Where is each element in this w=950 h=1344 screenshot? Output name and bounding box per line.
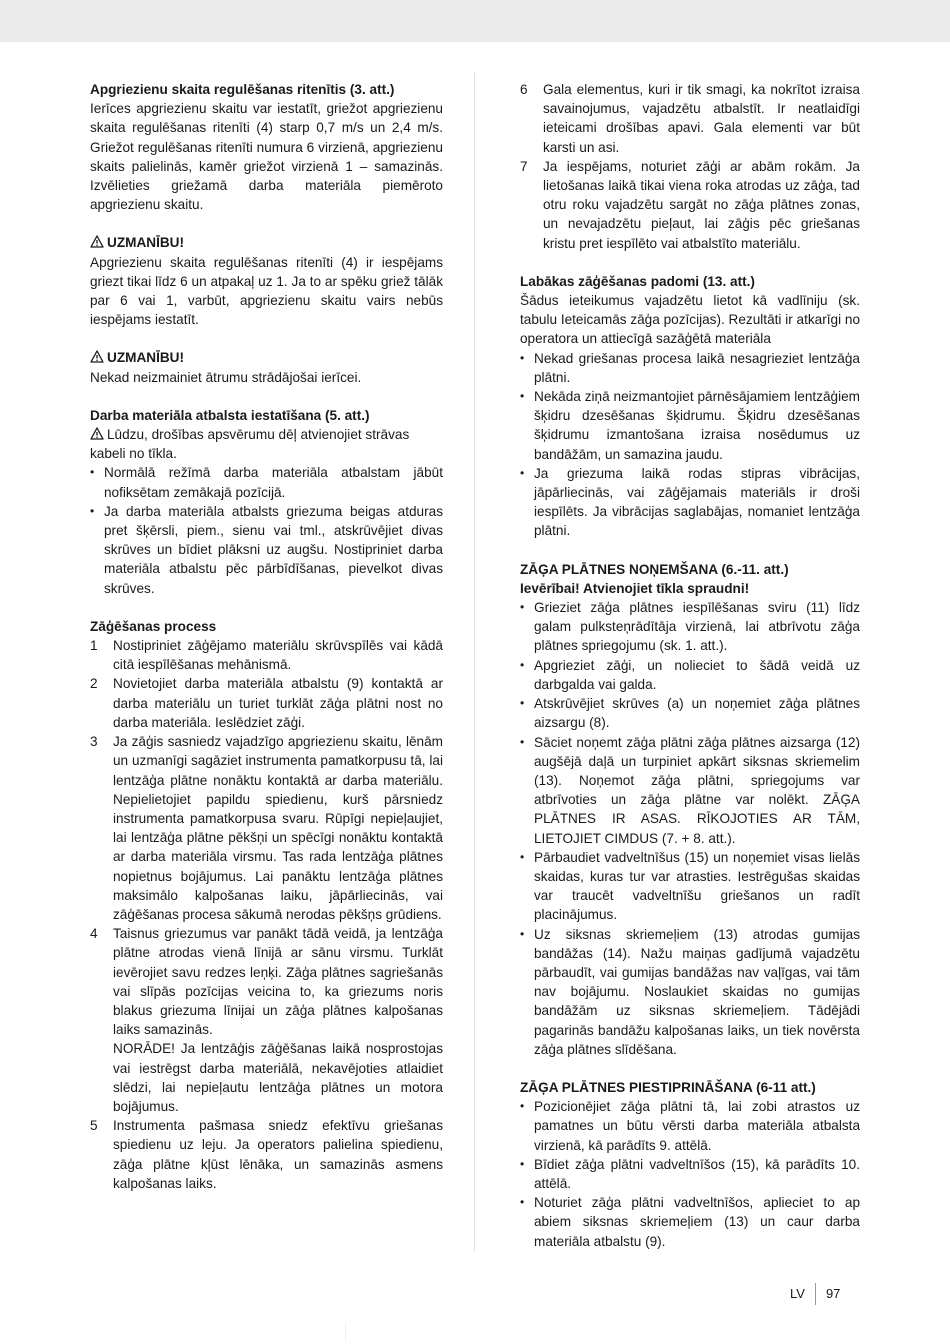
footer-separator bbox=[815, 1283, 816, 1305]
section-sawing-continued bbox=[520, 80, 860, 253]
language-code: LV bbox=[790, 1286, 805, 1301]
section-title: Apgriezienu skaita regulēšanas ritenītis (3. att.) bbox=[90, 82, 395, 97]
warning-triangle-icon bbox=[90, 350, 104, 363]
bullet-list bbox=[520, 598, 860, 1059]
top-bar bbox=[0, 0, 950, 42]
paragraph: Ierīces apgriezienu skaitu var iestatīt, griežot apgriezienu skaita regulēšanas ritenīti (4) starp 0,7 m/s un 2,4 m/s. Griežot regulēšanas ritenīti numura 6 virzienā, apgriezienu skaits palielinās, kamēr griežot virzienā 1 – samazinās. Izvēlieties griežamā darba materiāla piemēroto apgriezienu skaitu. bbox=[90, 101, 443, 213]
note-text: NORĀDE! Ja lentzāģis zāģēšanas laikā nosprostojas vai iestrēgst darba materiālā, nekavējoties atlaidiet slēdzi, lai nepieļautu lentzāģa plātnes un motora bojājumus. bbox=[113, 1041, 443, 1114]
list-item: • Noturiet zāģa plātni vadveltnīšos, aplieciet to ap abiem siksnas skriemeļiem (13) un caur darba materiāla atbalstu (9). bbox=[520, 1193, 860, 1251]
list-item bbox=[90, 1116, 443, 1193]
warning-triangle-icon bbox=[90, 235, 104, 248]
list-item: • Atskrūvējiet skrūves (a) un noņemiet zāģa plātnes aizsargu (8). bbox=[520, 694, 860, 732]
section-sawing-process bbox=[90, 617, 443, 1193]
paragraph: Apgriezienu skaita regulēšanas ritenīti (4) ir iespējams griezt tikai līdz 6 un atpakaļ uz 1. Ja to ar spēku griež tālāk par 6 vai 1, varbūt, apgriezienu skaitu vairs nebūs iespējams iestatīt. bbox=[90, 254, 443, 328]
section-title: ZĀĢA PLĀTNES NOŅEMŠANA (6.-11. att.) bbox=[520, 561, 789, 577]
warning-label: UZMANĪBU! bbox=[107, 350, 185, 366]
list-item bbox=[520, 80, 860, 157]
paragraph: Nekad neizmainiet ātrumu strādājošai ierīcei. bbox=[90, 369, 362, 385]
section-title: Labākas zāģēšanas padomi (13. att.) bbox=[520, 273, 755, 289]
column-divider bbox=[474, 72, 475, 1252]
list-item: • Bīdiet zāģa plātni vadveltnīšos (15), kā parādīts 10. attēlā. bbox=[520, 1155, 860, 1193]
section-title: Darba materiāla atbalsta iestatīšana (5. att.) bbox=[90, 407, 370, 423]
item-number: 3 bbox=[90, 734, 98, 750]
numbered-list bbox=[90, 636, 443, 1193]
section-warning-1 bbox=[90, 233, 443, 329]
right-column bbox=[520, 80, 860, 1251]
list-item bbox=[90, 636, 443, 674]
section-title: Zāģēšanas process bbox=[90, 618, 217, 634]
list-item: • Sāciet noņemt zāģa plātni zāģa plātnes aizsarga (12) augšējā daļā un turpiniet apkārt siksnas skriemelim (13). Noņemot zāģa plātni, spriegojums var atbrīvoties un zāģa plātne var nolēkt. ZĀĢA PLĀTNES IR ASAS. RĪKOJOTIES AR TĀM, LIETOJIET CIMDUS (7. + 8. att.). bbox=[520, 733, 860, 848]
item-number: 1 bbox=[90, 638, 98, 654]
list-item: • Nekāda ziņā neizmantojiet pārnēsājamiem lentzāģiem šķidru dzesēšanas šķidrumu. Šķidru dzesēšanas šķidrumu izmantošana izraisa nosēdumus uz bandāžām, un samazina jaudu. bbox=[520, 387, 860, 464]
section-subtitle: Ievērībai! Atvienojiet tīkla spraudni! bbox=[520, 580, 750, 596]
list-item: • Grieziet zāģa plātnes iespīlēšanas sviru (11) līdz galam pulksteņrādītāja virzienā, lai atbrīvotu zāģa plātnes spriegojumu (sk. 1. att.). bbox=[520, 598, 860, 656]
page-number: 97 bbox=[825, 1286, 841, 1301]
list-item bbox=[90, 674, 443, 732]
list-item: • Pozicionējiet zāģa plātni tā, lai zobi atrastos uz pamatnes un būtu vērsti darba materiāla atbalsta virzienā, kā parādīts 9. attēlā. bbox=[520, 1097, 860, 1155]
item-number: 4 bbox=[90, 926, 98, 942]
warning-paragraph bbox=[90, 425, 443, 463]
section-speed-wheel bbox=[90, 80, 443, 214]
warning-triangle-icon bbox=[90, 427, 104, 440]
left-column bbox=[90, 80, 443, 1193]
item-text: Novietojiet darba materiāla atbalstu (9) kontaktā ar darba materiālu un turiet turklāt zāģa plātni nost no darba materiāla. Ieslēdziet zāģi. bbox=[113, 676, 443, 730]
list-item: • Ja darba materiāla atbalsts griezuma beigas atduras pret šķērsli, piem., sienu vai tml., atskrūvējiet divas skrūves un bīdiet plāksni uz augšu. Nostipriniet darba materiāla atbalstu pēc pārbīdīšanas, pievelkot divas skrūves. bbox=[90, 502, 443, 598]
section-title: ZĀĢA PLĀTNES PIESTIPRINĀŠANA (6-11 att.) bbox=[520, 1079, 816, 1095]
section-work-support bbox=[90, 406, 443, 598]
item-text: Nostipriniet zāģējamo materiālu skrūvspīlēs vai kādā citā iespīlēšanas mehānismā. bbox=[113, 638, 443, 673]
paragraph: Šādus ieteikumus vajadzētu lietot kā vadlīniju (sk. tabulu Ieteicamās zāģa pozīcijas). Rezultāti ir atkarīgi no operatora un attiecīgā sazāģētā materiāla bbox=[520, 293, 861, 347]
page-footer bbox=[790, 1283, 840, 1305]
list-item: • Nekad griešanas procesa laikā nesagrieziet lentzāģa plātni. bbox=[520, 349, 860, 387]
numbered-list bbox=[520, 80, 860, 253]
item-text: Ja iespējams, noturiet zāģi ar abām rokām. Ja lietošanas laikā tikai viena roka atrodas uz zāģa, tad otru roku vajadzētu sargāt no zāģa plātnes zonas, un nevajadzētu pieļaut, lai zāģis pēc griešanas kristu pret iespīlēto vai atbalstīto materiālu. bbox=[543, 158, 860, 251]
item-text: Instrumenta pašmasa sniedz efektīvu griešanas spiedienu uz leju. Ja operators palielina spiedienu, zāģa plātne kļūst lēnāka, un samazinās asmens kalpošanas laiks. bbox=[113, 1118, 443, 1191]
list-item: • Apgrieziet zāģi, un nolieciet to šādā veidā uz darbgalda vai galda. bbox=[520, 656, 860, 694]
item-text: Ja zāģis sasniedz vajadzīgo apgriezienu skaitu, lēnām un uzmanīgi sagāziet instrumenta pamatkorpusu tā, lai lentzāģa plātne nonāktu kontaktā ar darba materiālu. Nepielietojiet papildu spiedienu, kurš pārsniedz instrumenta pamatkorpusa svaru. Rūpīgi nepieļaujiet, lai lentzāģa plātne pēkšņi un spēcīgi nonāktu kontaktā ar darba materiāla virsmu. Tas rada lentzāģa plātnes nopietnus bojājumus. Lai panāktu lentzāģa plātnes maksimālo kalpošanas laiku, jāpārliecinās, vai zāģēšanas procesa sākumā nerodas pēkšņs grūdiens. bbox=[113, 734, 443, 922]
warning-heading bbox=[90, 348, 443, 367]
item-number: 5 bbox=[90, 1118, 98, 1134]
list-item bbox=[90, 732, 443, 924]
item-text: Gala elementus, kuri ir tik smagi, ka nokrītot izraisa savainojumus, vajadzētu atbalstīt. Ir neatlaidīgi ieteicami drošības apavi. Gala elementi var būt karsti un asi. bbox=[543, 82, 860, 155]
crop-mark bbox=[345, 1322, 346, 1342]
section-warning-2 bbox=[90, 348, 443, 386]
warning-text: Lūdzu, drošības apsvērumu dēļ atvienojiet strāvas kabeli no tīkla. bbox=[90, 427, 410, 462]
bullet-list bbox=[520, 1097, 860, 1251]
item-number: 6 bbox=[520, 82, 528, 97]
bullet-list bbox=[520, 349, 860, 541]
list-item: • Uz siksnas skriemeļiem (13) atrodas gumijas bandāžas (14). Nažu maiņas gadījumā vajadzētu pārbaudīt, vai gumijas bandāžas nav vaļīgas, vai tām nav bojājumu. Noslaukiet skaidas no gumijas bandāžām uz siksnas skriemeļiem. Tādējādi pagarinās bandāžu kalpošanas laiks, un tiek novērsta zāģa plātnes slīdēšana. bbox=[520, 925, 860, 1059]
item-number: 2 bbox=[90, 676, 98, 692]
list-item bbox=[520, 157, 860, 253]
item-number: 7 bbox=[520, 158, 528, 174]
section-blade-removal bbox=[520, 560, 860, 1059]
list-item: • Normālā režīmā darba materiāla atbalstam jābūt nofiksētam zemākajā pozīcijā. bbox=[90, 463, 443, 501]
bullet-list bbox=[90, 463, 443, 597]
list-item: • Pārbaudiet vadveltnīšus (15) un noņemiet visas lielās skaidas, kuras tur var atrasties. Iestrēgušas skaidas var traucēt vadveltnīšu griešanos un radīt placinājumus. bbox=[520, 848, 860, 925]
section-blade-mounting bbox=[520, 1078, 860, 1251]
warning-heading bbox=[90, 233, 443, 252]
list-item bbox=[90, 924, 443, 1116]
section-sawing-tips bbox=[520, 272, 860, 541]
item-text: Taisnus griezumus var panākt tādā veidā, ja lentzāģa plātne atrodas vienā līnijā ar sānu virsmu. Turklāt ievērojiet savu redzes leņķi. Zāģa plātnes sagriešanās vai slīpās pozīcijas veicina to, ka griezums noris blakus griezuma līnijai un zāģa plātnes kalpošanas laiks samazinās. bbox=[113, 926, 443, 1038]
list-item: • Ja griezuma laikā rodas stipras vibrācijas, jāpārliecinās, vai zāģējamais materiāls ir droši iespīlēts. Ja vibrācijas saglabājas, nomaniet lentzāģa plātni. bbox=[520, 464, 860, 541]
warning-label: UZMANĪBU! bbox=[107, 235, 185, 251]
